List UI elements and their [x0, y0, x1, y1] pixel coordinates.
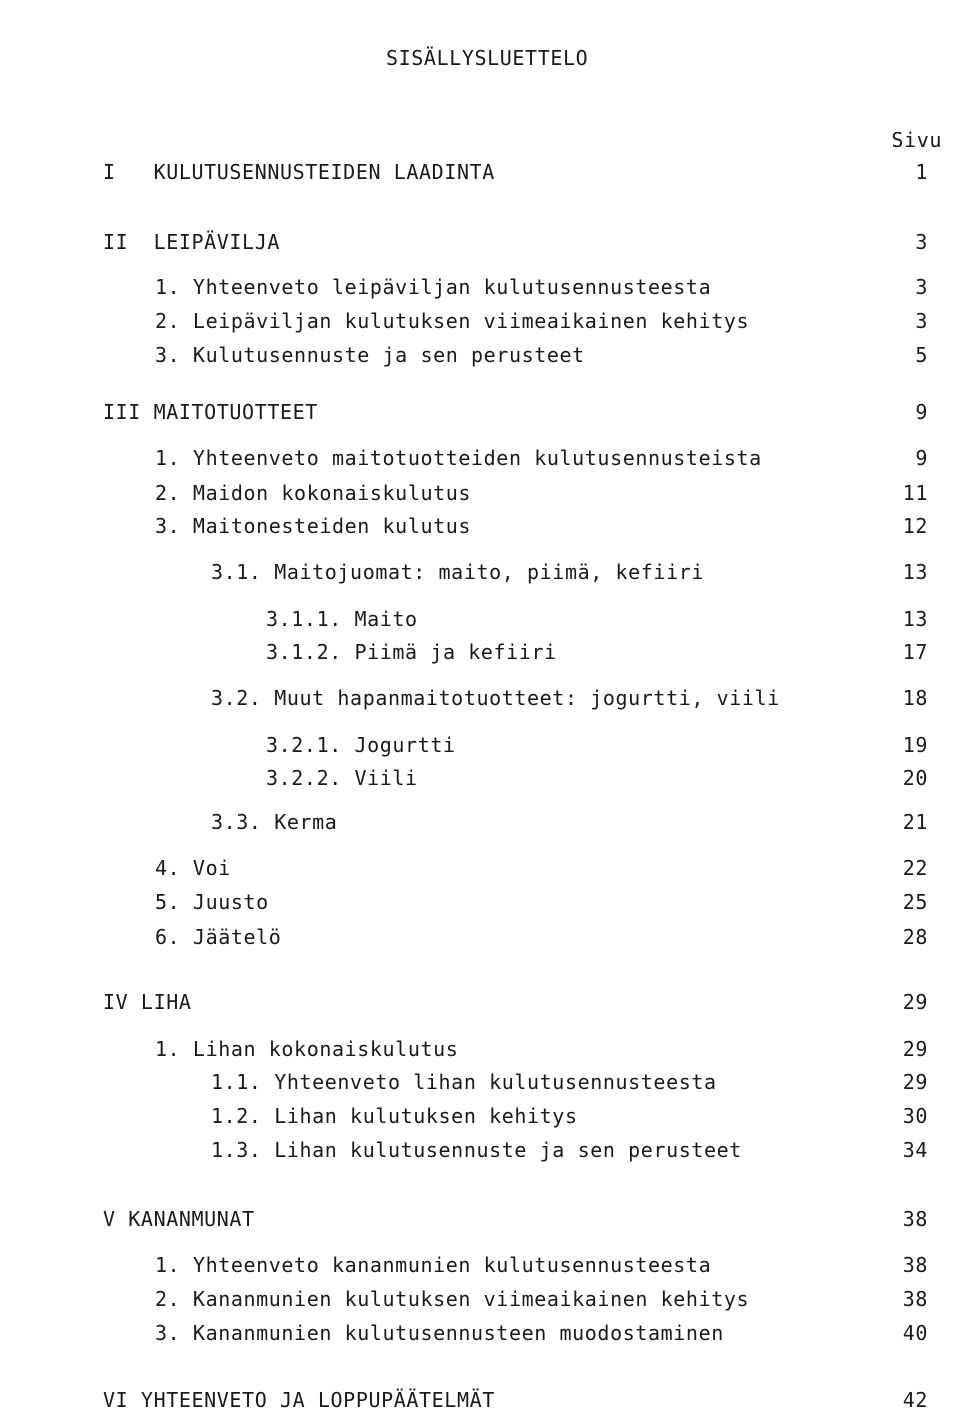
- toc-entry-text: 2. Leipäviljan kulutuksen viimeaikainen kehitys: [155, 309, 750, 333]
- toc-entry-page: 38: [902, 1207, 928, 1231]
- page-column-header: Sivu: [891, 128, 942, 152]
- toc-entry-text: V KANANMUNAT: [103, 1207, 255, 1231]
- toc-entry-page: 3: [915, 275, 928, 299]
- toc-entry-page: 29: [902, 990, 928, 1014]
- toc-entry-page: 30: [902, 1104, 928, 1128]
- toc-entry-text: 3.1.1. Maito: [266, 607, 418, 631]
- toc-entry-text: 3.3. Kerma: [211, 810, 338, 834]
- toc-entry-text: 1.1. Yhteenveto lihan kulutusennusteesta: [211, 1070, 717, 1094]
- toc-entry-text: 3. Kulutusennuste ja sen perusteet: [155, 343, 585, 367]
- toc-entry-text: 6. Jäätelö: [155, 925, 282, 949]
- toc-entry-text: 3.2.2. Viili: [266, 766, 418, 790]
- toc-entry-page: 5: [915, 343, 928, 367]
- toc-entry-page: 11: [902, 481, 928, 505]
- toc-entry-text: II LEIPÄVILJA: [103, 230, 280, 254]
- toc-entry-text: I KULUTUSENNUSTEIDEN LAADINTA: [103, 160, 495, 184]
- toc-entry-text: 1.2. Lihan kulutuksen kehitys: [211, 1104, 578, 1128]
- toc-entry-text: 3.2.1. Jogurtti: [266, 733, 456, 757]
- toc-entry-text: 3. Maitonesteiden kulutus: [155, 514, 472, 538]
- toc-entry-page: 20: [902, 766, 928, 790]
- toc-entry-text: 4. Voi: [155, 856, 231, 880]
- toc-entry-text: 3.2. Muut hapanmaitotuotteet: jogurtti, viili: [211, 686, 780, 710]
- toc-entry-text: III MAITOTUOTTEET: [103, 400, 318, 424]
- toc-entry-page: 13: [902, 607, 928, 631]
- page-title: SISÄLLYSLUETTELO: [386, 46, 589, 70]
- toc-entry-page: 28: [902, 925, 928, 949]
- toc-entry-text: 2. Kananmunien kulutuksen viimeaikainen kehitys: [155, 1287, 750, 1311]
- toc-entry-page: 18: [902, 686, 928, 710]
- toc-entry-text: 1.3. Lihan kulutusennuste ja sen perusteet: [211, 1138, 742, 1162]
- toc-entry-page: 3: [915, 309, 928, 333]
- toc-entry-page: 42: [902, 1388, 928, 1412]
- toc-entry-page: 9: [915, 446, 928, 470]
- toc-entry-page: 17: [902, 640, 928, 664]
- toc-entry-text: 1. Yhteenveto leipäviljan kulutusennusteesta: [155, 275, 712, 299]
- toc-entry-page: 38: [902, 1253, 928, 1277]
- toc-entry-page: 21: [902, 810, 928, 834]
- toc-entry-text: IV LIHA: [103, 990, 192, 1014]
- toc-entry-page: 22: [902, 856, 928, 880]
- toc-entry-text: VI YHTEENVETO JA LOPPUPÄÄTELMÄT: [103, 1388, 495, 1412]
- toc-entry-page: 12: [902, 514, 928, 538]
- toc-entry-page: 3: [915, 230, 928, 254]
- toc-entry-page: 1: [915, 160, 928, 184]
- toc-entry-page: 38: [902, 1287, 928, 1311]
- toc-entry-text: 1. Yhteenveto kananmunien kulutusennusteesta: [155, 1253, 712, 1277]
- toc-entry-page: 19: [902, 733, 928, 757]
- toc-entry-page: 9: [915, 400, 928, 424]
- toc-entry-page: 13: [902, 560, 928, 584]
- toc-entry-page: 40: [902, 1321, 928, 1345]
- toc-entry-page: 25: [902, 890, 928, 914]
- toc-entry-text: 3. Kananmunien kulutusennusteen muodostaminen: [155, 1321, 724, 1345]
- toc-entry-text: 1. Yhteenveto maitotuotteiden kulutusennusteista: [155, 446, 762, 470]
- toc-entry-text: 5. Juusto: [155, 890, 269, 914]
- toc-entry-page: 34: [902, 1138, 928, 1162]
- toc-entry-page: 29: [902, 1037, 928, 1061]
- toc-entry-text: 2. Maidon kokonaiskulutus: [155, 481, 472, 505]
- toc-entry-text: 3.1.2. Piimä ja kefiiri: [266, 640, 557, 664]
- toc-entry-page: 29: [902, 1070, 928, 1094]
- toc-entry-text: 3.1. Maitojuomat: maito, piimä, kefiiri: [211, 560, 704, 584]
- toc-entry-text: 1. Lihan kokonaiskulutus: [155, 1037, 459, 1061]
